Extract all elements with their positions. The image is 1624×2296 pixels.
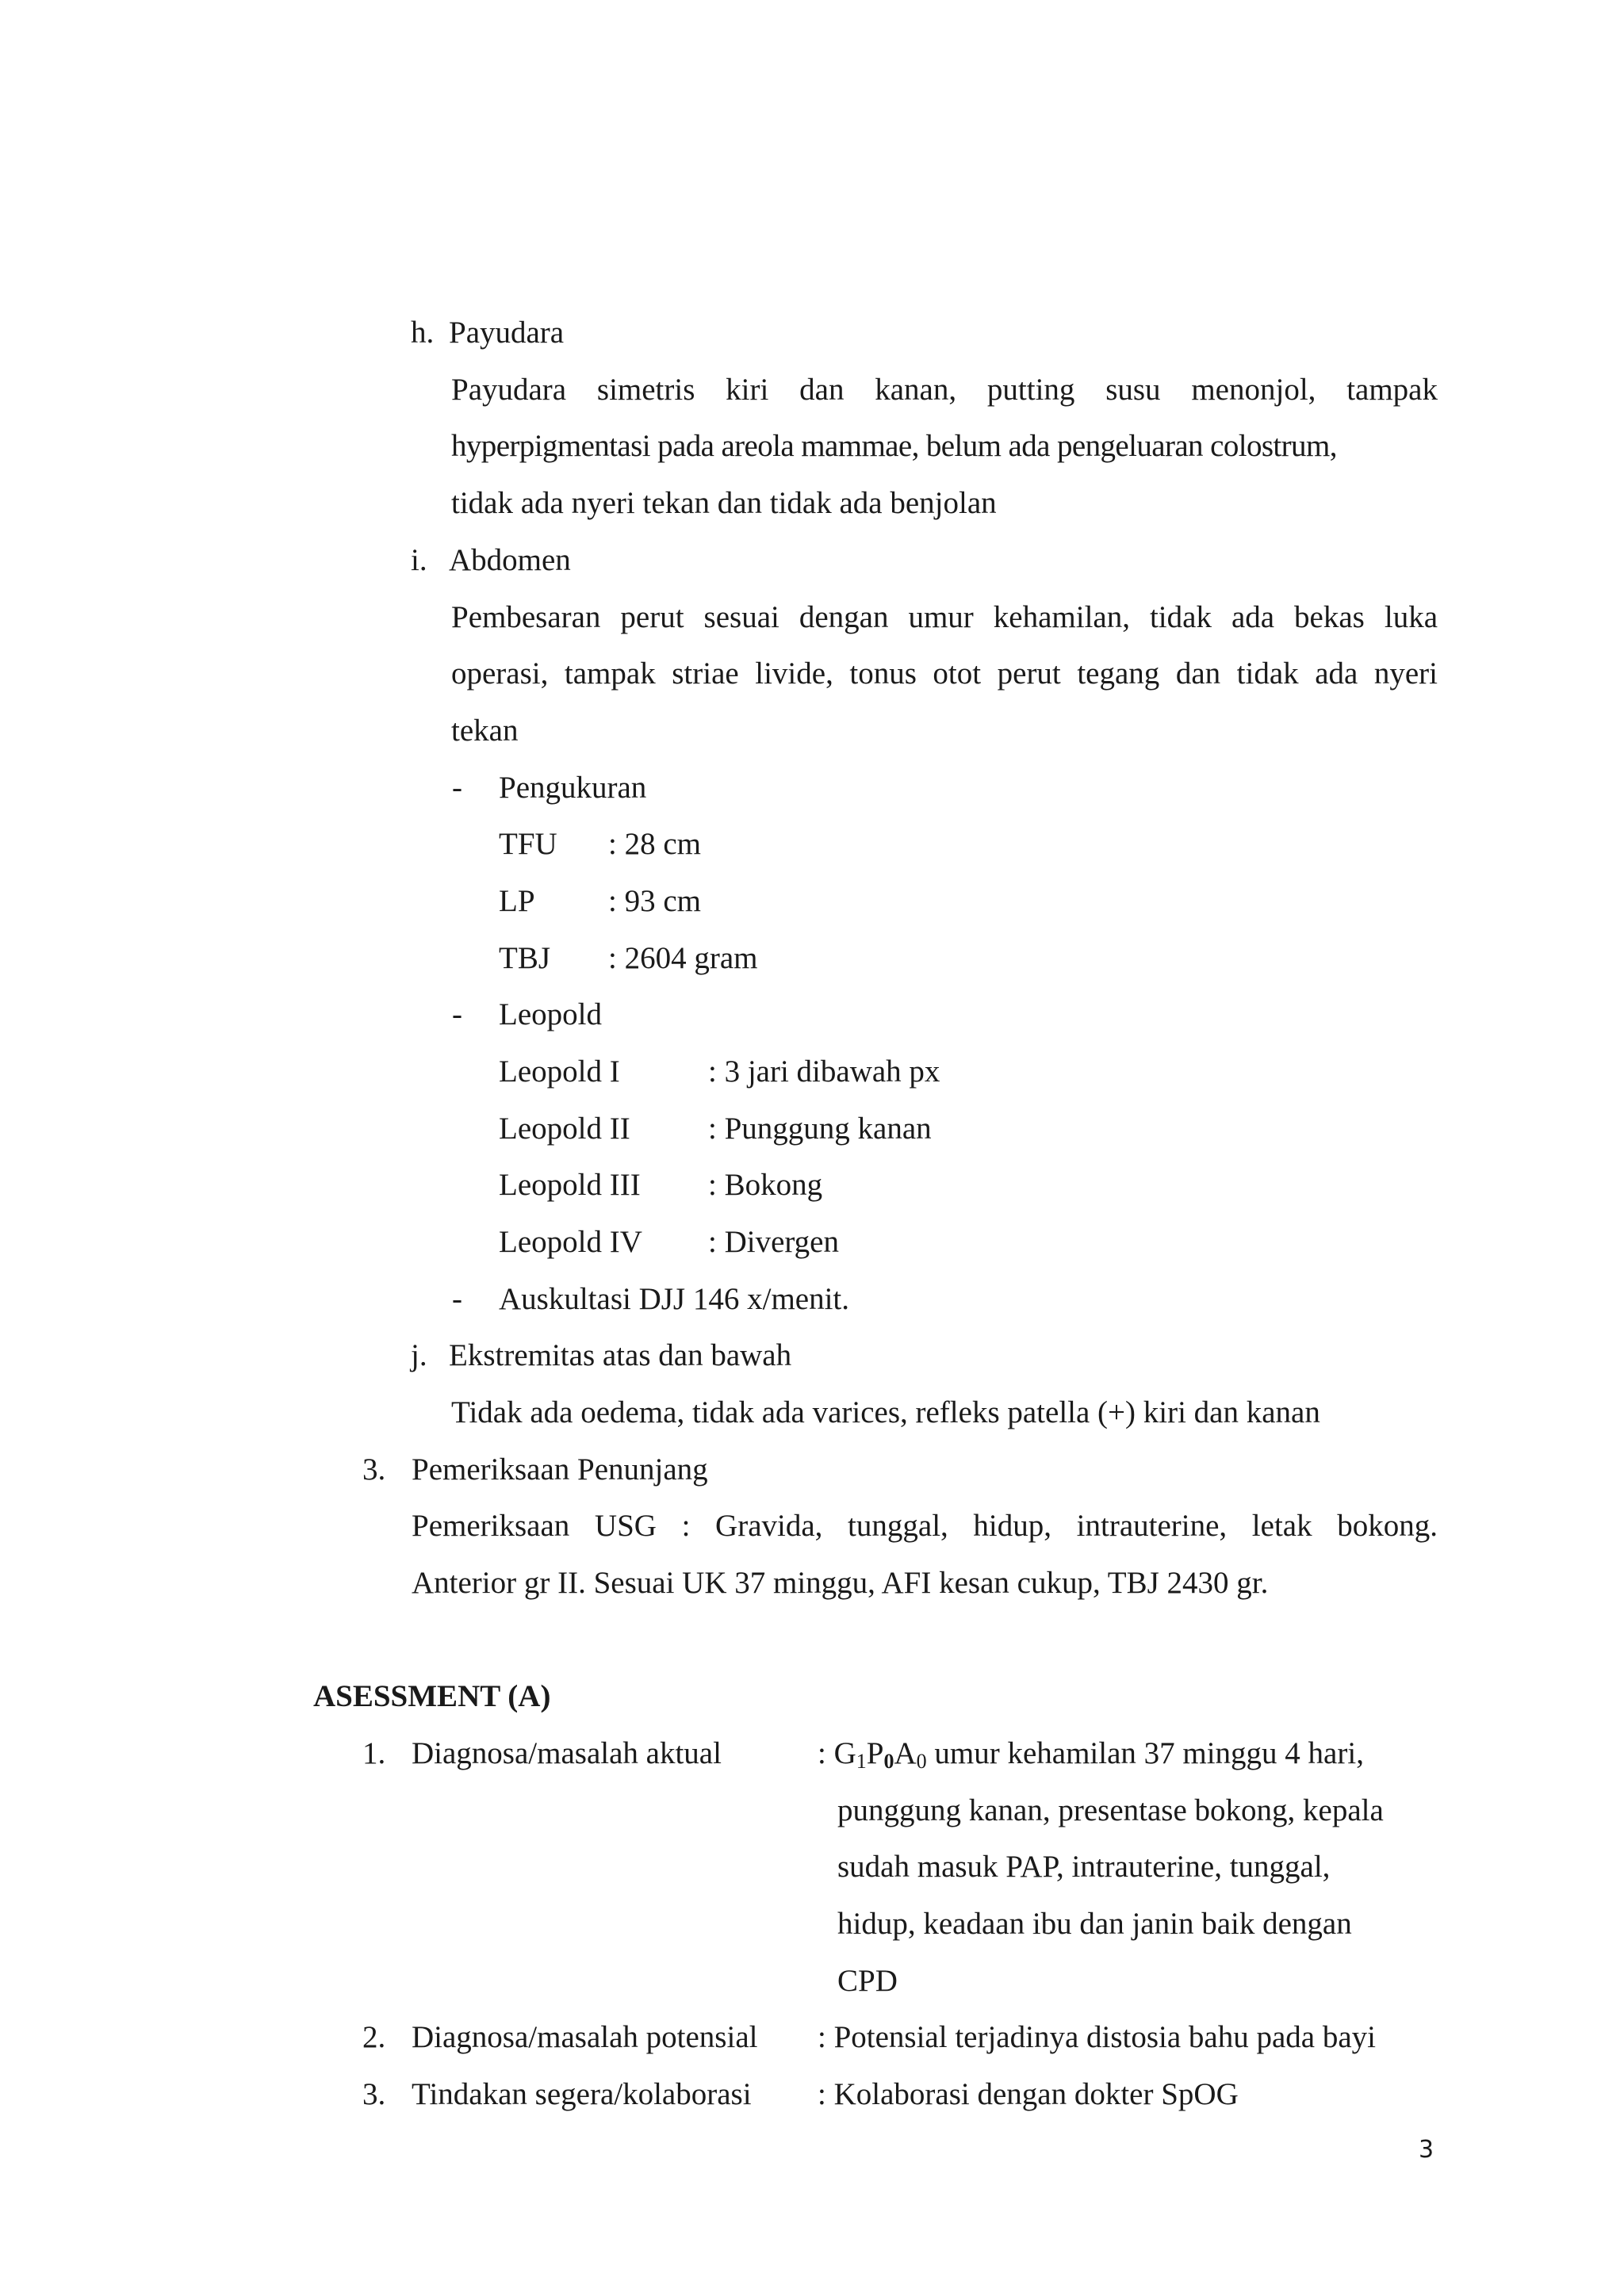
section-title-payudara: Payudara [449, 316, 565, 350]
tfu-label: TFU [499, 827, 557, 861]
leopold-3-value: : Bokong [708, 1168, 823, 1202]
payudara-text-line-1: Payudara simetris kiri dan kanan, putting susu menonjol, tampak [451, 373, 1438, 407]
assessment-item-3-label: Tindakan segera/kolaborasi [412, 2077, 752, 2111]
leopold-2-label: Leopold II [499, 1112, 630, 1146]
assessment-item-1-value: : $G_1P_0A_0$ umur kehamilan 37 minggu 4 hari, [818, 1736, 1364, 1773]
tbj-value: : 2604 gram [608, 941, 758, 975]
lp-label: LP [499, 884, 535, 918]
payudara-text-line-2: hyperpigmentasi pada areola mammae, belum ada pengeluaran colostrum, [451, 429, 1337, 463]
section-marker-j: j. [411, 1338, 427, 1372]
assessment-item-1-cont-2: sudah masuk PAP, intrauterine, tunggal, [837, 1850, 1331, 1884]
leopold-2-value: : Punggung kanan [708, 1112, 932, 1146]
leopold-1-value: : 3 jari dibawah px [708, 1054, 940, 1089]
leopold-dash: - [452, 997, 462, 1031]
assessment-item-1-cont-1: punggung kanan, presentase bokong, kepala [837, 1793, 1384, 1827]
leopold-title: Leopold [499, 997, 602, 1031]
assessment-item-3-value: : Kolaborasi dengan dokter SpOG [818, 2077, 1239, 2111]
assessment-item-2-number: 2. [362, 2020, 386, 2054]
section-title-abdomen: Abdomen [449, 543, 571, 577]
pengukuran-title: Pengukuran [499, 771, 647, 805]
assessment-item-1-number: 1. [362, 1736, 386, 1770]
penunjang-title: Pemeriksaan Penunjang [412, 1452, 708, 1487]
leopold-4-label: Leopold IV [499, 1225, 642, 1259]
assessment-item-1-cont-3: hidup, keadaan ibu dan janin baik dengan [837, 1907, 1352, 1941]
abdomen-text-line-1: Pembesaran perut sesuai dengan umur kehamilan, tidak ada bekas luka [451, 600, 1438, 634]
penunjang-text-line-1: Pemeriksaan USG : Gravida, tunggal, hidup, intrauterine, letak bokong. [412, 1509, 1438, 1543]
auskultasi-dash: - [452, 1282, 462, 1316]
abdomen-text-line-3: tekan [451, 714, 519, 748]
tbj-label: TBJ [499, 941, 551, 975]
assessment-item-1-label: Diagnosa/masalah aktual [412, 1736, 722, 1770]
penunjang-number: 3. [362, 1452, 386, 1487]
assessment-item-1-cont-4: CPD [837, 1964, 898, 1998]
penunjang-text-line-2: Anterior gr II. Sesuai UK 37 minggu, AFI kesan cukup, TBJ 2430 gr. [412, 1566, 1269, 1600]
leopold-4-value: : Divergen [708, 1225, 839, 1259]
payudara-text-line-3: tidak ada nyeri tekan dan tidak ada benjolan [451, 486, 997, 520]
page-number: 3 [1419, 2136, 1434, 2164]
pengukuran-dash: - [452, 771, 462, 805]
section-marker-i: i. [411, 543, 427, 577]
section-title-ekstremitas: Ekstremitas atas dan bawah [449, 1338, 792, 1372]
lp-value: : 93 cm [608, 884, 701, 918]
assessment-item-2-value: : Potensial terjadinya distosia bahu pada bayi [818, 2020, 1376, 2054]
ekstremitas-text-line-1: Tidak ada oedema, tidak ada varices, refleks patella (+) kiri dan kanan [451, 1395, 1320, 1429]
assessment-item-2-label: Diagnosa/masalah potensial [412, 2020, 758, 2054]
leopold-3-label: Leopold III [499, 1168, 641, 1202]
leopold-1-label: Leopold I [499, 1054, 620, 1089]
abdomen-text-line-2: operasi, tampak striae livide, tonus otot perut tegang dan tidak ada nyeri [451, 656, 1438, 691]
assessment-item-3-number: 3. [362, 2077, 386, 2111]
auskultasi-text: Auskultasi DJJ 146 x/menit. [499, 1282, 850, 1316]
tfu-value: : 28 cm [608, 827, 701, 861]
section-marker-h: h. [411, 316, 435, 350]
assessment-heading: ASESSMENT (A) [313, 1679, 551, 1713]
